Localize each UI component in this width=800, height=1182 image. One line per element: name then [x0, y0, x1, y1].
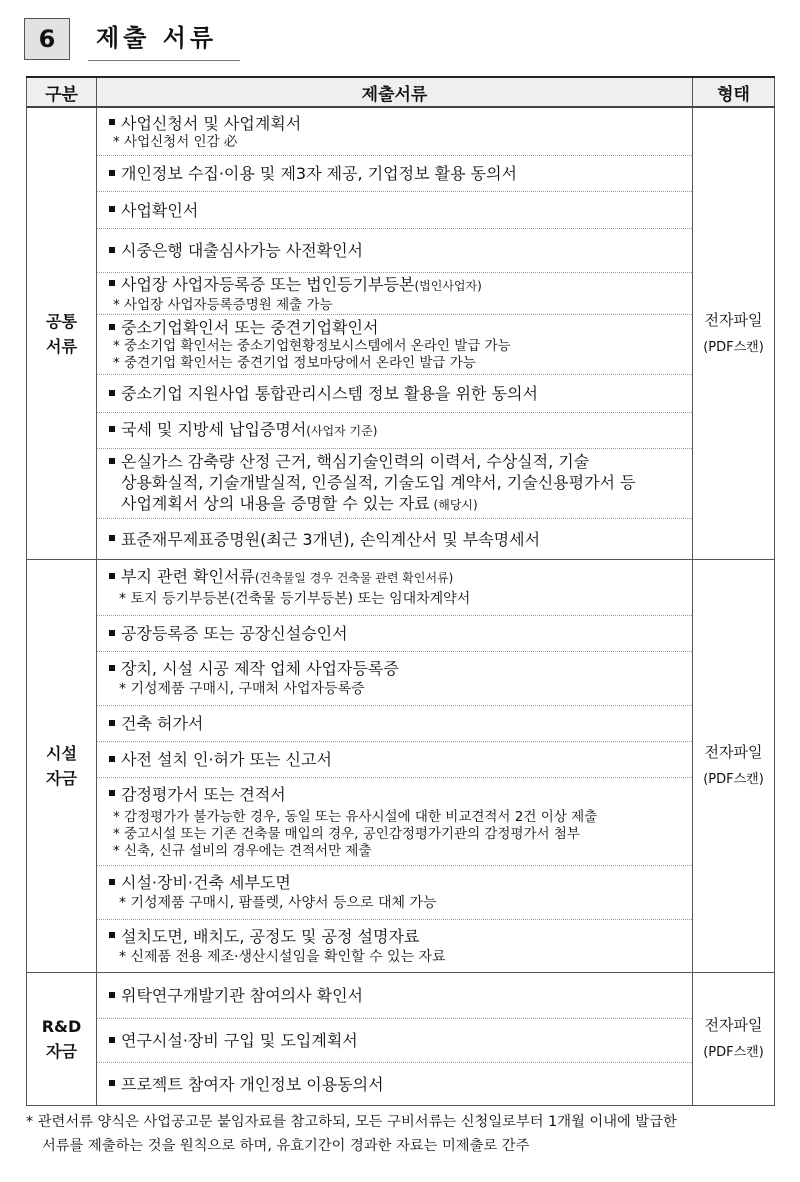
group-row-rnd	[27, 973, 775, 1106]
list-item: 시설·장비·건축 세부도면 * 기성제품 구매시, 팜플렛, 사양서 등으로 대체 가능	[97, 866, 692, 920]
bullet-icon	[109, 390, 115, 396]
list-item: 부지 관련 확인서류(건축물일 경우 건축물 관련 확인서류) * 토지 등기부등본(건축물 등기부등본) 또는 임대차계약서	[97, 560, 692, 616]
list-item: 사전 설치 인·허가 또는 신고서	[97, 742, 692, 778]
table-header-row	[27, 77, 775, 107]
list-item: 국세 및 지방세 납입증명서(사업자 기준)	[97, 413, 692, 449]
list-item: 공장등록증 또는 공장신설승인서	[97, 616, 692, 652]
footnote: * 관련서류 양식은 사업공고문 붙임자료를 참고하되, 모든 구비서류는 신청일로부터 1개월 이내에 발급한 서류를 제출하는 것을 원칙으로 하며, 유효기간이 경과한 자료는 미제출로 간주	[26, 1114, 677, 1154]
group-row-common	[27, 107, 775, 560]
section-title-underline	[88, 60, 240, 61]
bullet-icon	[109, 720, 115, 726]
bullet-icon	[109, 790, 115, 796]
section-header	[24, 16, 224, 64]
bullet-icon	[109, 535, 115, 541]
bullet-icon	[109, 1037, 115, 1043]
section-title: 제출 서류	[96, 24, 218, 52]
list-item: 사업장 사업자등록증 또는 법인등기부등본(법인사업자) * 사업장 사업자등록증명원 제출 가능	[97, 273, 692, 315]
header-format: 형태	[693, 77, 775, 107]
list-item: 표준재무제표증명원(최근 3개년), 손익계산서 및 부속명세서	[97, 519, 692, 559]
bullet-icon	[109, 458, 115, 464]
bullet-icon	[109, 932, 115, 938]
bullet-icon	[109, 879, 115, 885]
group-row-facility	[27, 560, 775, 973]
bullet-icon	[109, 665, 115, 671]
bullet-icon	[109, 247, 115, 253]
list-item: 시중은행 대출심사가능 사전확인서	[97, 229, 692, 273]
group-items-rnd	[97, 973, 693, 1106]
header-category: 구분	[27, 77, 97, 107]
header-documents: 제출서류	[97, 77, 693, 107]
list-item: 온실가스 감축량 산정 근거, 핵심기술인력의 이력서, 수상실적, 기술 상용화실적, 기술개발실적, 인증실적, 기술도입 계약서, 기술신용평가서 등 사업계획서 상의 내용을 증명할 수 있는 자료 (해당시)	[97, 449, 692, 519]
bullet-icon	[109, 630, 115, 636]
bullet-icon	[109, 280, 115, 286]
section-number: 6	[24, 18, 70, 60]
list-item: 위탁연구개발기관 참여의사 확인서	[97, 973, 692, 1019]
list-item: 사업확인서	[97, 192, 692, 229]
list-item: 건축 허가서	[97, 706, 692, 742]
list-item: 장치, 시설 시공 제작 업체 사업자등록증 * 기성제품 구매시, 구매처 사업자등록증	[97, 652, 692, 706]
bullet-icon	[109, 426, 115, 432]
bullet-icon	[109, 170, 115, 176]
list-item: 연구시설·장비 구입 및 도입계획서	[97, 1019, 692, 1063]
group-items-facility	[97, 560, 693, 973]
format-facility: 전자파일 (PDF스캔)	[693, 560, 775, 973]
group-name-rnd: R&D 자금	[27, 973, 97, 1106]
list-item: 중소기업 지원사업 통합관리시스템 정보 활용을 위한 동의서	[97, 375, 692, 413]
documents-table	[26, 76, 775, 1106]
list-item: 설치도면, 배치도, 공정도 및 공정 설명자료 * 신제품 전용 제조·생산시설임을 확인할 수 있는 자료	[97, 920, 692, 972]
list-item: 사업신청서 및 사업계획서 * 사업신청서 인감 必	[97, 108, 692, 156]
bullet-icon	[109, 206, 115, 212]
format-common: 전자파일 (PDF스캔)	[693, 107, 775, 560]
format-rnd: 전자파일 (PDF스캔)	[693, 973, 775, 1106]
bullet-icon	[109, 756, 115, 762]
group-items-common	[97, 107, 693, 560]
list-item: 중소기업확인서 또는 중견기업확인서 * 중소기업 확인서는 중소기업현황정보시스템에서 온라인 발급 가능 * 중견기업 확인서는 중견기업 정보마당에서 온라인 발급 가능	[97, 315, 692, 375]
group-name-common: 공통 서류	[27, 107, 97, 560]
bullet-icon	[109, 1080, 115, 1086]
list-item: 감정평가서 또는 견적서 * 감정평가가 불가능한 경우, 동일 또는 유사시설에 대한 비교견적서 2건 이상 제출 * 중고시설 또는 기존 건축물 매입의 경우, 공인감정평가기관의 감정평가서 첨부 * 신축, 신규 설비의 경우에는 견적서만 제출	[97, 778, 692, 866]
list-item: 프로젝트 참여자 개인정보 이용동의서	[97, 1063, 692, 1105]
list-item: 개인정보 수집·이용 및 제3자 제공, 기업정보 활용 동의서	[97, 156, 692, 192]
bullet-icon	[109, 324, 115, 330]
bullet-icon	[109, 119, 115, 125]
group-name-facility: 시설 자금	[27, 560, 97, 973]
bullet-icon	[109, 573, 115, 579]
bullet-icon	[109, 992, 115, 998]
